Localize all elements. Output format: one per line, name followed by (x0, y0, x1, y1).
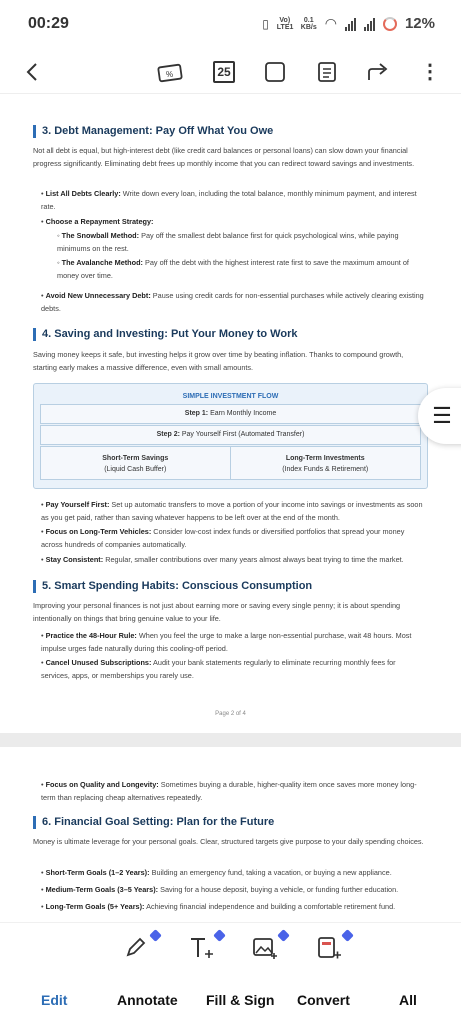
list-item: • Long-Term Goals (5+ Years): Achieving financial independence and building a comfortable retirement fund. (41, 902, 396, 911)
add-image-tool[interactable] (252, 935, 282, 965)
pdf-page (0, 95, 461, 733)
add-text-icon (188, 935, 214, 961)
tab-all[interactable]: All (399, 992, 417, 1008)
section-heading: 5. Smart Spending Habits: Conscious Consumption (33, 580, 312, 593)
bottom-tab-bar (0, 974, 461, 1024)
premium-badge-icon (341, 929, 354, 942)
reader-mode-button[interactable] (309, 54, 345, 90)
premium-badge-icon (277, 929, 290, 942)
tab-edit[interactable]: Edit (41, 992, 68, 1008)
add-text-tool[interactable] (188, 935, 218, 965)
network-type: Vo) LTE1 (276, 16, 294, 31)
list-item: • Cancel Unused Subscriptions: Audit your bank statements regularly to eliminate recurring monthly fees for services, apps, or memberships you rarely use. (41, 658, 396, 680)
back-arrow-icon (25, 62, 39, 82)
paragraph: Improving your personal finances is not just about earning more or saving every single penny; it is about spending intentionally on things that bring genuine value to your life. (33, 601, 401, 623)
signal-icon (345, 17, 356, 31)
hamburger-menu-icon: ☰ (432, 403, 452, 428)
status-bar (0, 0, 461, 50)
list-item: • Stay Consistent: Regular, smaller contributions over many years almost always beat trying to time the market. (41, 555, 404, 564)
list-item: • Choose a Repayment Strategy: (41, 217, 154, 226)
premium-badge-icon (213, 929, 226, 942)
share-icon (366, 61, 390, 83)
flow-cell-short-term: Short-Term Savings (Liquid Cash Buffer) (41, 447, 231, 479)
add-image-icon (252, 935, 278, 961)
list-item: • List All Debts Clearly: Write down every loan, including the total balance, monthly minimum payment, and interest rate. (41, 189, 417, 211)
sub-list-item: ◦ The Snowball Method: Pay off the smallest debt balance first for quick psychological wins, while paying minimums on the rest. (57, 231, 399, 253)
signal-icon (364, 17, 375, 31)
pencil-icon (124, 935, 148, 959)
list-item: • Short-Term Goals (1–2 Years): Building an emergency fund, taking a vacation, or buying a new appliance. (41, 868, 392, 877)
svg-text:%: % (166, 70, 174, 79)
flow-title: SIMPLE INVESTMENT FLOW (182, 393, 279, 400)
flow-step: Step 1: Earn Monthly Income (40, 404, 421, 424)
speed-value: 0.1 (303, 16, 314, 24)
wifi-icon: ◠ (324, 15, 337, 31)
calendar-icon: 25 (213, 61, 235, 83)
fullscreen-button[interactable] (257, 54, 293, 90)
section-heading: 3. Debt Management: Pay Off What You Owe (33, 125, 273, 138)
add-page-tool[interactable] (316, 935, 346, 965)
list-item: • Pay Yourself First: Set up automatic transfers to move a portion of your income into savings or investments as soon as you get paid, rather than saving whatever happens to be left over at the end of the month. (41, 500, 423, 522)
section-heading: 6. Financial Goal Setting: Plan for the Future (33, 816, 274, 829)
paragraph: Saving money keeps it safe, but investing helps it grow over time by beating inflation. Thanks to compound growth, starting early makes a massive difference, even with small amounts. (33, 350, 404, 372)
premium-badge-icon (149, 929, 162, 942)
edit-tools-bar (0, 922, 461, 974)
coupon-button[interactable] (152, 54, 188, 90)
sub-list-item: ◦ The Avalanche Method: Pay off the debt with the highest interest rate first to save the maximum amount of money over time. (57, 258, 409, 280)
paragraph: Money is ultimate leverage for your personal goals. Clear, structured targets give purpose to your daily spending choices. (33, 837, 424, 846)
battery-icon (383, 17, 397, 31)
flow-cell-long-term: Long-Term Investments (Index Funds & Retirement) (282, 455, 369, 473)
tab-annotate[interactable]: Annotate (117, 992, 178, 1008)
paragraph: Not all debt is equal, but high-interest debt (like credit card balances or personal loans) can slow down your financial progress significantly. Eliminating debt frees up monthly income that you can redirect toward savings and investments. (33, 146, 415, 168)
share-button[interactable] (360, 54, 396, 90)
pdf-page (0, 747, 461, 922)
list-item: • Focus on Long-Term Vehicles: Consider low-cost index funds or diversified portfolios that spread your money across hundreds of companies automatically. (41, 527, 405, 549)
flow-split (40, 446, 421, 480)
page-number: Page 2 of 4 (215, 711, 246, 717)
document-viewer[interactable] (0, 95, 461, 922)
status-time: 00:29 (28, 15, 69, 32)
vibrate-icon: ▯ (262, 16, 269, 31)
top-toolbar (0, 50, 461, 94)
coupon-icon (157, 61, 183, 83)
more-vertical-icon: ⋮ (420, 61, 440, 83)
flow-step: Step 2: Pay Yourself First (Automated Transfer) (40, 425, 421, 445)
list-item: • Focus on Quality and Longevity: Sometimes buying a durable, higher-quality item once saves more money long-term than replacing cheap alternatives repeatedly. (41, 780, 417, 802)
list-item: • Medium-Term Goals (3–5 Years): Saving for a house deposit, buying a vehicle, or funding further education. (41, 885, 399, 894)
edit-text-tool[interactable] (124, 935, 154, 965)
calendar-button[interactable] (206, 54, 242, 90)
battery-percent: 12% (404, 15, 435, 32)
section-heading: 4. Saving and Investing: Put Your Money to Work (33, 328, 297, 341)
add-page-icon (316, 935, 342, 961)
tab-fill-sign[interactable]: Fill & Sign (206, 992, 275, 1008)
list-item: • Practice the 48-Hour Rule: When you feel the urge to make a large non-essential purchase, wait 48 hours. Most impulse urges fade naturally during this cooling-off period. (41, 631, 412, 653)
more-options-button[interactable] (412, 54, 448, 90)
fullscreen-icon (264, 61, 286, 83)
investment-flow-diagram (33, 383, 428, 489)
back-button[interactable] (14, 54, 50, 90)
tab-convert[interactable]: Convert (297, 992, 350, 1008)
speed-unit: KB/s (300, 23, 317, 31)
list-item: • Avoid New Unnecessary Debt: Pause using credit cards for non-essential purchases while actively clearing existing debts. (41, 291, 424, 313)
reader-mode-icon (316, 61, 338, 83)
